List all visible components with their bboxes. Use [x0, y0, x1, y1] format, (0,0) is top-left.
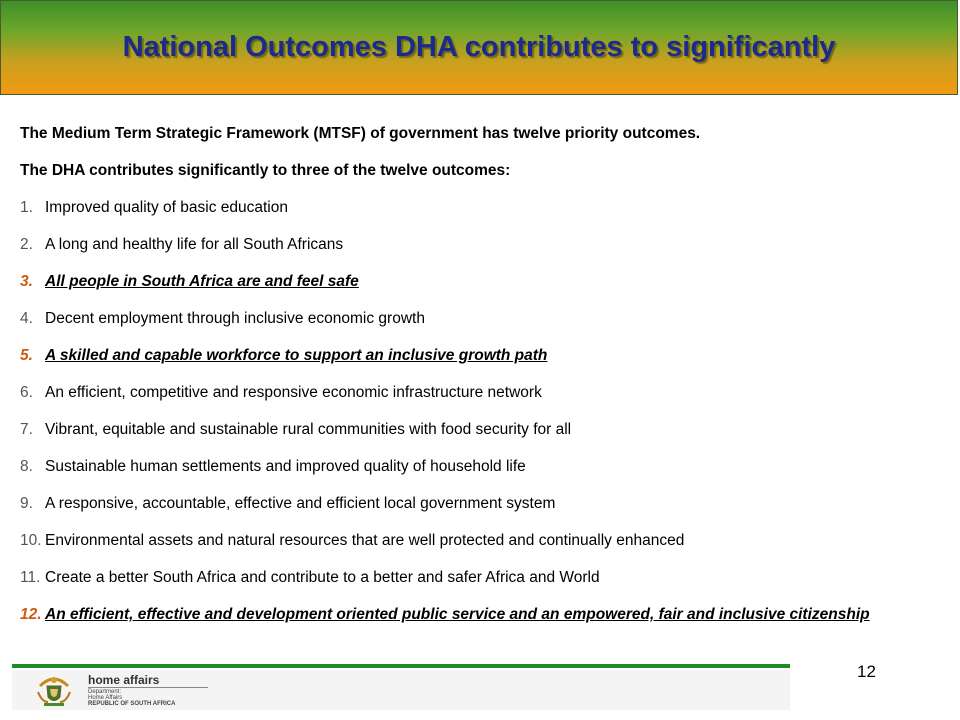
outcome-number: 10.	[20, 532, 42, 549]
slide-title: National Outcomes DHA contributes to significantly	[122, 31, 836, 63]
outcome-text: An efficient, competitive and responsive economic infrastructure network	[45, 384, 542, 401]
outcome-text: Sustainable human settlements and improved quality of household life	[45, 458, 526, 475]
footer-logo	[12, 670, 790, 710]
outcome-number: 7.	[20, 421, 33, 438]
outcome-9	[20, 491, 950, 528]
outcome-10	[20, 528, 950, 565]
outcome-12-highlighted	[20, 602, 950, 628]
outcome-6	[20, 380, 950, 417]
logo-title: home affairs	[88, 673, 160, 687]
outcome-text: Improved quality of basic education	[45, 199, 288, 216]
outcome-number: 5.	[20, 347, 33, 364]
outcome-number: 2.	[20, 236, 33, 253]
logo-line-3: REPUBLIC OF SOUTH AFRICA	[88, 701, 176, 707]
outcome-text: A skilled and capable workforce to support an inclusive growth path	[45, 347, 548, 364]
outcome-number: 1.	[20, 199, 33, 216]
slide-content	[20, 121, 950, 628]
outcome-text: A responsive, accountable, effective and efficient local government system	[45, 495, 556, 512]
outcome-text: A long and healthy life for all South Africans	[45, 236, 344, 253]
outcome-number: 9.	[20, 495, 33, 512]
coat-of-arms-icon	[34, 672, 74, 708]
page-number: 12	[857, 662, 876, 681]
title-bar	[0, 0, 958, 95]
outcome-text: Vibrant, equitable and sustainable rural communities with food security for all	[45, 421, 572, 438]
outcome-4	[20, 306, 950, 343]
logo-line-2: Home Affairs	[88, 695, 123, 701]
outcome-2	[20, 232, 950, 269]
intro-line-2: The DHA contributes significantly to three of the twelve outcomes:	[20, 162, 511, 179]
outcome-3-highlighted	[20, 269, 950, 306]
outcome-text: Decent employment through inclusive economic growth	[45, 310, 425, 327]
outcome-text: Environmental assets and natural resources that are well protected and continually enhanced	[45, 532, 685, 549]
logo-divider	[88, 687, 208, 688]
outcome-7	[20, 417, 950, 454]
outcome-text: An efficient, effective and development oriented public service and an empowered, fair and inclusive citizenship	[45, 606, 870, 623]
outcome-number: 8.	[20, 458, 33, 475]
outcome-number: 3.	[20, 273, 33, 290]
outcome-5-highlighted	[20, 343, 950, 380]
outcome-11	[20, 565, 950, 602]
outcome-text: Create a better South Africa and contribute to a better and safer Africa and World	[45, 569, 600, 586]
outcome-number: 4.	[20, 310, 33, 327]
outcome-text: All people in South Africa are and feel safe	[45, 273, 359, 290]
intro-line-1: The Medium Term Strategic Framework (MTSF) of government has twelve priority outcomes.	[20, 125, 701, 142]
outcome-number: 12.	[20, 606, 42, 623]
logo-line-1: Department:	[88, 689, 122, 695]
outcome-number: 11.	[20, 569, 41, 586]
footer-rule	[12, 664, 790, 668]
outcome-8	[20, 454, 950, 491]
outcome-1	[20, 195, 950, 232]
outcome-number: 6.	[20, 384, 33, 401]
